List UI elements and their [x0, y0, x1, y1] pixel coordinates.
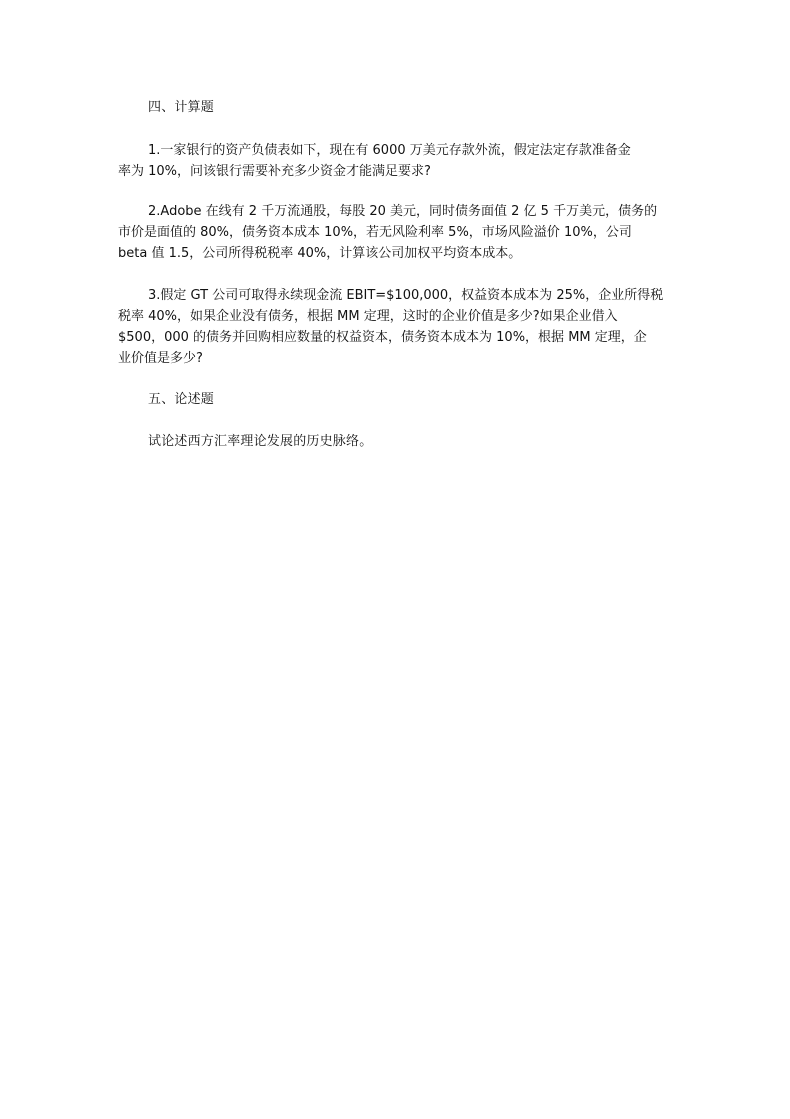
question-2-line-1: 2.Adobe 在线有 2 千万流通股，每股 20 美元，同时债务面值 2 亿 5 千万美元，债务的 — [148, 204, 658, 219]
question-2-line-2: 市价是面值的 80%，债务资本成本 10%，若无风险利率 5%，市场风险溢价 10%，公司 — [118, 225, 632, 240]
question-3-line-1: 3.假定 GT 公司可取得永续现金流 EBIT=$100,000，权益资本成本为 25%，企业所得税 — [148, 288, 664, 303]
question-3-line-2: 税率 40%，如果企业没有债务，根据 MM 定理，这时的企业价值是多少?如果企业借入 — [118, 309, 618, 324]
essay-question: 试论述西方汇率理论发展的历史脉络。 — [148, 434, 373, 449]
question-3 — [118, 285, 670, 369]
section-heading-calculation: 四、计算题 — [148, 100, 215, 115]
question-1-line-1: 1.一家银行的资产负债表如下，现在有 6000 万美元存款外流，假定法定存款准备金 — [148, 143, 631, 158]
section-heading-essay: 五、论述题 — [148, 392, 215, 407]
question-1-line-2: 率为 10%，问该银行需要补充多少资金才能满足要求? — [118, 164, 431, 179]
question-1 — [118, 140, 670, 182]
question-3-line-4: 业价值是多少? — [118, 351, 203, 366]
question-3-line-3: $500，000 的债务并回购相应数量的权益资本，债务资本成本为 10%，根据 MM 定理，企 — [118, 330, 647, 345]
question-2-line-3: beta 值 1.5，公司所得税税率 40%，计算该公司加权平均资本成本。 — [118, 246, 522, 261]
question-2 — [118, 201, 670, 264]
